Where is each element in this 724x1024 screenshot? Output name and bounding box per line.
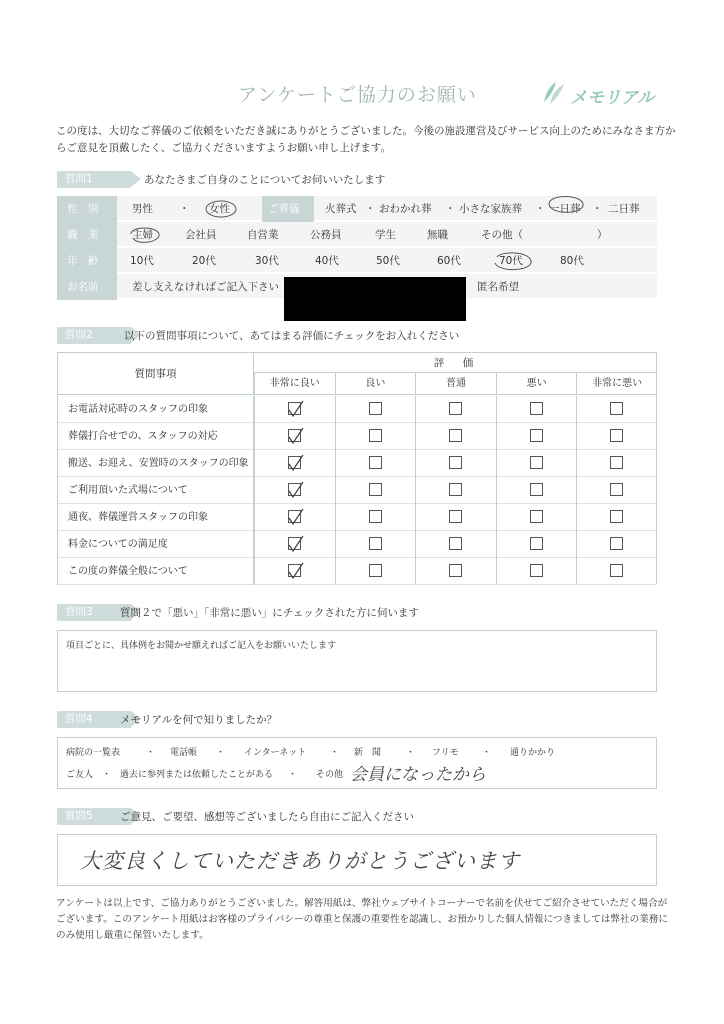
checkmark-icon xyxy=(283,560,307,582)
rating-cell xyxy=(496,558,577,585)
rating-cell xyxy=(254,423,335,450)
rating-checkbox[interactable] xyxy=(449,564,462,577)
evaluation-row xyxy=(58,504,657,531)
q5-answer-box[interactable] xyxy=(57,834,657,886)
q2-question: 以下の質問事項について、あてはまる評価にチェックをお入れください xyxy=(124,330,460,342)
separator: ・ xyxy=(179,203,190,215)
page-title: アンケートご協力のお願い xyxy=(238,84,477,106)
age-option-60s[interactable]: 60代 xyxy=(437,255,461,267)
rating-checkbox[interactable] xyxy=(530,429,543,442)
rating-checkbox[interactable] xyxy=(449,456,462,469)
separator: ・ xyxy=(146,748,156,758)
leaf-logo-icon xyxy=(540,80,568,106)
evaluation-row-label: ご利用頂いた式場について xyxy=(58,477,254,504)
rating-cell xyxy=(254,504,335,531)
rating-checkbox[interactable] xyxy=(369,510,382,523)
checkmark-icon xyxy=(283,506,307,528)
evaluation-table xyxy=(57,352,657,585)
evaluation-row-label: この度の葬儀全般について xyxy=(58,558,254,585)
rating-cell xyxy=(415,423,496,450)
separator: ・ xyxy=(288,770,298,780)
circle-mark-icon xyxy=(543,192,587,218)
rating-checkbox[interactable] xyxy=(369,402,382,415)
rating-cell xyxy=(415,531,496,558)
rating-cell xyxy=(254,558,335,585)
funeral-option-3[interactable]: 小さな家族葬 xyxy=(459,203,522,215)
age-option-70s[interactable]: 70代 xyxy=(499,255,523,267)
job-option-other-close: ） xyxy=(597,229,608,241)
rating-checkbox[interactable] xyxy=(610,483,623,496)
q4-option-friend[interactable]: ご友人 xyxy=(66,770,94,780)
separator: ・ xyxy=(482,748,492,758)
rating-cell xyxy=(576,531,657,558)
rating-checkbox[interactable] xyxy=(610,456,623,469)
q4-option-hospital-list[interactable]: 病院の一覧表 xyxy=(66,748,121,758)
funeral-label: ご葬儀 xyxy=(262,196,314,222)
rating-cell xyxy=(496,531,577,558)
checkmark-icon xyxy=(283,533,307,555)
job-option-4[interactable]: 公務員 xyxy=(310,229,342,241)
rating-checkbox[interactable] xyxy=(610,510,623,523)
funeral-option-2[interactable]: おわかれ葬 xyxy=(379,203,432,215)
rating-checkbox[interactable] xyxy=(610,402,623,415)
separator: ・ xyxy=(535,203,546,215)
rating-cell xyxy=(335,558,416,585)
q4-option-newspaper[interactable]: 新 聞 xyxy=(354,748,382,758)
rating-checkbox[interactable] xyxy=(449,429,462,442)
q4-option-other[interactable]: その他 xyxy=(316,770,344,780)
rating-cell xyxy=(254,531,335,558)
separator: ・ xyxy=(406,748,416,758)
name-prompt: 差し支えなければご記入下さい xyxy=(132,281,279,293)
rating-checkbox[interactable] xyxy=(530,510,543,523)
rating-checkbox[interactable] xyxy=(530,564,543,577)
job-option-5[interactable]: 学生 xyxy=(375,229,396,241)
q4-handwritten-answer: 会員になったから xyxy=(350,765,486,785)
age-option-50s[interactable]: 50代 xyxy=(376,255,400,267)
company-logo xyxy=(540,80,660,108)
funeral-option-4[interactable]: 一日葬 xyxy=(549,203,581,215)
rating-cell xyxy=(335,396,416,423)
rating-cell xyxy=(335,423,416,450)
gender-option-male[interactable]: 男性 xyxy=(132,203,153,215)
evaluation-row xyxy=(58,558,657,585)
name-label: お名前 xyxy=(57,274,117,300)
job-option-1[interactable]: 主婦 xyxy=(132,229,153,241)
rating-checkbox[interactable] xyxy=(449,510,462,523)
q3-tag: 質問3 xyxy=(57,604,131,621)
job-row xyxy=(57,222,657,248)
rating-cell xyxy=(576,423,657,450)
evaluation-row-label: 料金についての満足度 xyxy=(58,531,254,558)
circle-mark-icon xyxy=(127,224,163,248)
evaluation-row xyxy=(58,477,657,504)
evaluation-row-label: 通夜、葬儀運営スタッフの印象 xyxy=(58,504,254,531)
q4-options-box xyxy=(57,737,657,789)
rating-checkbox[interactable] xyxy=(369,564,382,577)
rating-cell xyxy=(496,396,577,423)
rating-cell xyxy=(415,450,496,477)
footer-text: アンケートは以上です、ご協力ありがとうございました。解答用紙は、弊社ウェブサイトコーナーで名前を伏せてご紹介させていただく場合がございます。このアンケート用紙はお客様のプライバシーの尊重と保護の重要性を認識し、お預かりした個人情報につきましては弊社の業務にのみ使用し厳重に保管いたします。 xyxy=(56,898,668,941)
q4-option-passing-by[interactable]: 通りかかり xyxy=(510,748,556,758)
q3-answer-box[interactable] xyxy=(57,630,657,692)
funeral-option-1[interactable]: 火葬式 xyxy=(325,203,357,215)
rating-cell xyxy=(335,531,416,558)
col-very-good: 非常に良い xyxy=(254,373,335,395)
rating-checkbox[interactable] xyxy=(369,483,382,496)
age-option-40s[interactable]: 40代 xyxy=(315,255,339,267)
rating-checkbox[interactable] xyxy=(449,537,462,550)
separator: ・ xyxy=(102,770,112,780)
q1-question: あなたさまご自身のことについてお伺いいたします xyxy=(144,174,386,186)
separator: ・ xyxy=(365,203,376,215)
evaluation-row-label: お電話対応時のスタッフの印象 xyxy=(58,396,254,423)
col-bad: 悪い xyxy=(496,373,577,395)
q5-handwritten-answer: 大変良くしていただきありがとうございます xyxy=(80,849,520,873)
rating-cell xyxy=(254,477,335,504)
rating-cell xyxy=(415,396,496,423)
redacted-name xyxy=(284,277,466,321)
item-header: 質問事項 xyxy=(58,353,254,395)
rating-header: 評 価 xyxy=(254,353,657,373)
logo-text: メモリアル xyxy=(570,88,655,108)
q4-option-furimo[interactable]: フリモ xyxy=(432,748,459,758)
separator: ・ xyxy=(445,203,456,215)
job-option-3[interactable]: 自営業 xyxy=(247,229,279,241)
rating-checkbox[interactable] xyxy=(449,483,462,496)
rating-cell xyxy=(576,504,657,531)
q4-option-past-use[interactable]: 過去に参列または依頼したことがある xyxy=(120,770,274,780)
job-label: 職 業 xyxy=(57,222,117,248)
rating-cell xyxy=(576,396,657,423)
rating-cell xyxy=(576,450,657,477)
anonymous-option[interactable]: 匿名希望 xyxy=(477,281,519,293)
age-option-20s[interactable]: 20代 xyxy=(192,255,216,267)
col-good: 良い xyxy=(335,373,416,395)
evaluation-row xyxy=(58,450,657,477)
rating-cell xyxy=(496,450,577,477)
age-option-30s[interactable]: 30代 xyxy=(255,255,279,267)
age-option-80s[interactable]: 80代 xyxy=(560,255,584,267)
intro-text: この度は、大切なご葬儀のご依頼をいただき誠にありがとうございました。今後の施設運営及びサービス向上のためにみなさま方からご意見を頂戴したく、ご協力くださいますようお願い申し上げます。 xyxy=(56,125,676,154)
rating-cell xyxy=(415,558,496,585)
age-option-10s[interactable]: 10代 xyxy=(130,255,154,267)
rating-checkbox[interactable] xyxy=(610,429,623,442)
checkmark-icon xyxy=(283,479,307,501)
rating-checkbox[interactable] xyxy=(610,537,623,550)
rating-cell xyxy=(576,558,657,585)
rating-checkbox[interactable] xyxy=(530,537,543,550)
q4-option-internet[interactable]: インターネット xyxy=(244,748,307,758)
job-option-6[interactable]: 無職 xyxy=(427,229,448,241)
col-very-bad: 非常に悪い xyxy=(576,373,657,395)
rating-checkbox[interactable] xyxy=(530,456,543,469)
rating-cell xyxy=(335,477,416,504)
rating-cell xyxy=(335,450,416,477)
rating-cell xyxy=(576,477,657,504)
evaluation-row xyxy=(58,396,657,423)
rating-checkbox[interactable] xyxy=(530,402,543,415)
evaluation-row xyxy=(58,423,657,450)
job-option-other[interactable]: その他（ xyxy=(481,229,523,241)
q3-question: 質問２で「悪い」「非常に悪い」にチェックされた方に伺います xyxy=(120,607,419,619)
rating-cell xyxy=(415,477,496,504)
evaluation-row xyxy=(58,531,657,558)
separator: ・ xyxy=(592,203,603,215)
q3-prompt: 項目ごとに、具体例をお聞かせ願えればご記入をお願いいたします xyxy=(66,641,337,651)
job-option-2[interactable]: 会社員 xyxy=(185,229,217,241)
checkmark-icon xyxy=(283,398,307,420)
rating-cell xyxy=(254,396,335,423)
age-label: 年 齢 xyxy=(57,248,117,274)
q5-tag: 質問5 xyxy=(57,808,131,825)
q4-option-phonebook[interactable]: 電話帳 xyxy=(170,748,198,758)
rating-checkbox[interactable] xyxy=(449,402,462,415)
rating-cell xyxy=(254,450,335,477)
rating-cell xyxy=(496,477,577,504)
rating-cell xyxy=(496,504,577,531)
q5-question: ご意見、ご要望、感想等ございましたら自由にご記入ください xyxy=(120,811,414,823)
evaluation-row-label: 葬儀打合せでの、スタッフの対応 xyxy=(58,423,254,450)
circle-mark-icon xyxy=(489,249,537,273)
q4-tag: 質問4 xyxy=(57,711,131,728)
separator: ・ xyxy=(330,748,340,758)
rating-checkbox[interactable] xyxy=(610,564,623,577)
rating-checkbox[interactable] xyxy=(530,483,543,496)
rating-cell xyxy=(335,504,416,531)
circle-mark-icon xyxy=(203,198,239,220)
gender-label: 性 別 xyxy=(57,196,117,222)
q2-tag: 質問2 xyxy=(57,327,131,344)
rating-checkbox[interactable] xyxy=(369,537,382,550)
q4-question: メモリアルを何で知りましたか？ xyxy=(120,714,278,726)
funeral-option-5[interactable]: 二日葬 xyxy=(608,203,640,215)
rating-checkbox[interactable] xyxy=(369,456,382,469)
checkmark-icon xyxy=(283,452,307,474)
age-row xyxy=(57,248,657,274)
separator: ・ xyxy=(216,748,226,758)
gender-row xyxy=(57,196,657,222)
rating-checkbox[interactable] xyxy=(369,429,382,442)
q1-tag: 質問1 xyxy=(57,171,131,188)
rating-cell xyxy=(496,423,577,450)
evaluation-row-label: 搬送、お迎え、安置時のスタッフの印象 xyxy=(58,450,254,477)
col-average: 普通 xyxy=(415,373,496,395)
rating-cell xyxy=(415,504,496,531)
checkmark-icon xyxy=(283,425,307,447)
gender-option-female[interactable]: 女性 xyxy=(209,203,230,215)
